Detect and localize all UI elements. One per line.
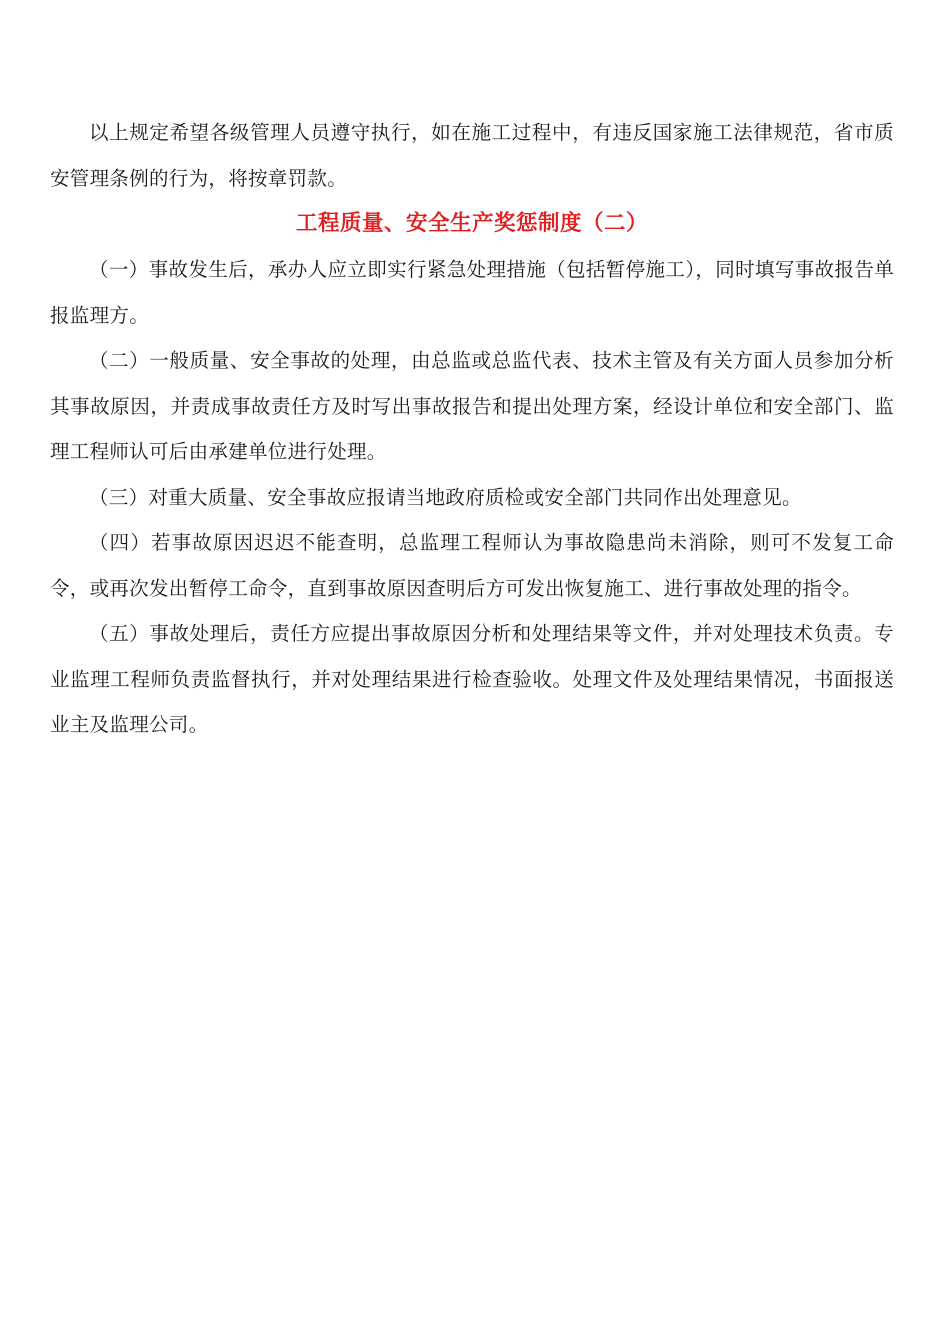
paragraph-5: （五）事故处理后，责任方应提出事故原因分析和处理结果等文件，并对处理技术负责。专业监理工程师负责监督执行，并对处理结果进行检查验收。处理文件及处理结果情况，书面报送业主及监理公司。 [50, 622, 894, 736]
paragraph-4: （四）若事故原因迟迟不能查明，总监理工程师认为事故隐患尚未消除，则可不发复工命令，或再次发出暂停工命令，直到事故原因查明后方可发出恢复施工、进行事故处理的指令。 [50, 531, 894, 600]
intro-paragraph: 以上规定希望各级管理人员遵守执行，如在施工过程中，有违反国家施工法律规范，省市质安管理条例的行为，将按章罚款。 [50, 121, 894, 190]
paragraph-3: （三）对重大质量、安全事故应报请当地政府质检或安全部门共同作出处理意见。 [89, 485, 802, 509]
paragraph-1: （一）事故发生后，承办人应立即实行紧急处理措施（包括暂停施工），同时填写事故报告单报监理方。 [50, 258, 894, 327]
section-title: 工程质量、安全生产奖惩制度（二） [295, 211, 648, 236]
document-body [50, 110, 894, 748]
paragraph-2: （二）一般质量、安全事故的处理，由总监或总监代表、技术主管及有关方面人员参加分析其事故原因，并责成事故责任方及时写出事故报告和提出处理方案，经设计单位和安全部门、监理工程师认可后由承建单位进行处理。 [50, 349, 894, 463]
